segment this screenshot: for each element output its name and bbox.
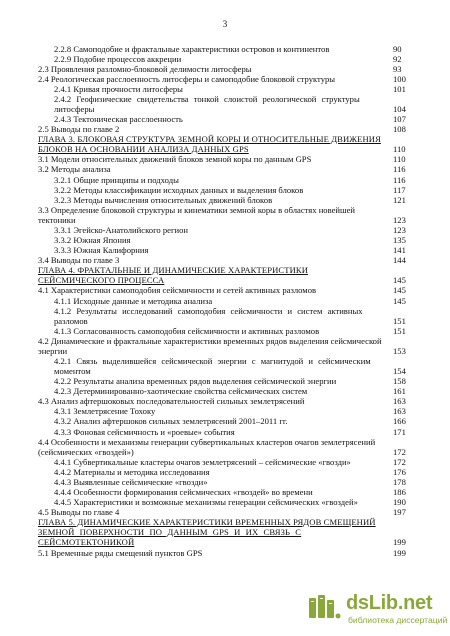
toc-entry (0, 467, 450, 477)
toc-entry (0, 477, 450, 487)
toc-entry-title: 4.4.5 Характеристики и возможные механизмы генерации сейсмических «гвоздей» (54, 497, 358, 508)
chapter-heading-line (0, 134, 450, 144)
toc-entry-title: 3.3.2 Южная Япония (54, 235, 131, 246)
toc-entry (0, 306, 450, 316)
toc-entry-title: 3.4 Выводы по главе 3 (38, 255, 120, 266)
toc-entry (0, 376, 450, 386)
toc-entry (0, 205, 450, 215)
toc-entry-title: 4.4.2 Материалы и методика исследования (54, 466, 210, 477)
chapter-heading-line (0, 537, 450, 547)
toc-entry (0, 336, 450, 346)
toc-entry-title: 2.2.9 Подобие процессов аккреции (54, 53, 182, 64)
toc-entry-title: 3.2.3 Методы вычисления относительных движений блоков (54, 194, 273, 205)
toc-entry-title: 2.2.8 Самоподобие и фрактальные характеристики островов и континентов (54, 43, 330, 54)
toc-entry-page: 144 (393, 255, 406, 266)
chapter-heading-line (0, 265, 450, 275)
toc-entry-title: 5.1 Временные ряды смещений пунктов GPS (38, 547, 203, 558)
toc-entry-page: 123 (393, 224, 406, 235)
toc-entry-page: 178 (393, 476, 406, 487)
toc-entry-title: 4.1.3 Согласованность самоподобия сейсмичности и активных разломов (54, 325, 320, 336)
toc-entry-title: 2.4.3 Тектоническая расслоенность (54, 114, 183, 125)
toc-entry-page: 171 (393, 426, 406, 437)
toc-entry-title: 4.3.3 Фоновая сейсмичность и «роевые» события (54, 426, 235, 437)
toc-entry-title: БЛОКОВ НА ОСНОВАНИИ АНАЛИЗА ДАННЫХ GPS (38, 144, 249, 155)
toc-entry (0, 175, 450, 185)
toc-entry-title: моментом (54, 366, 91, 377)
toc-entry-title: 3.3.1 Эгейско-Анатолийского регион (54, 224, 188, 235)
toc-entry-title: 2.5 Выводы по главе 2 (38, 124, 120, 135)
toc-entry-page: 154 (393, 366, 406, 377)
toc-entry (0, 74, 450, 84)
toc-entry (0, 447, 450, 457)
toc-entry-title: 3.2 Методы анализа (38, 164, 111, 175)
toc-entry-page: 163 (393, 396, 406, 407)
chapter-heading-line (0, 144, 450, 154)
toc-entry (0, 235, 450, 245)
toc-entry (0, 366, 450, 376)
toc-entry-page: 145 (393, 275, 406, 286)
toc-entry (0, 255, 450, 265)
dslib-logo-icon (306, 592, 344, 622)
toc-entry (0, 548, 450, 558)
toc-entry (0, 104, 450, 114)
toc-entry-page: 199 (393, 547, 406, 558)
toc-entry (0, 457, 450, 467)
toc-entry-title: 4.5 Выводы по главе 4 (38, 507, 120, 518)
toc-entry-title: ГЛАВА 4. ФРАКТАЛЬНЫЕ И ДИНАМИЧЕСКИЕ ХАРАКТЕРИСТИКИ (38, 265, 309, 276)
toc-entry (0, 54, 450, 64)
toc-entry (0, 346, 450, 356)
toc-entry-title: 4.1.2 Результаты исследований самоподобия сейсмичности и систем активных (54, 305, 363, 316)
toc-entry (0, 285, 450, 295)
toc-entry-page: 186 (393, 487, 406, 498)
toc-entry-page: 161 (393, 386, 406, 397)
toc-entry-title: 4.4 Особенности и механизмы генерации субвертикальных кластеров очагов землетрясений (38, 436, 376, 447)
chapter-heading-line (0, 517, 450, 527)
toc-entry-title: 4.3 Анализ афтершоковых последовательностей сильных землетрясений (38, 396, 305, 407)
toc-entry (0, 406, 450, 416)
toc-entry-page: 93 (393, 63, 402, 74)
toc-entry (0, 316, 450, 326)
toc-entry-page: 176 (393, 466, 406, 477)
toc-entry-title: 2.4.2 Геофизические свидетельства тонкой слоистой реологической структуры (54, 93, 360, 104)
page-number: 3 (222, 19, 228, 29)
toc-entry-page: 101 (393, 83, 406, 94)
toc-entry-page: 145 (393, 295, 406, 306)
toc-entry-page: 100 (393, 73, 406, 84)
toc-entry (0, 195, 450, 205)
toc-entry (0, 185, 450, 195)
toc-entry-title: 4.4.3 Выявленные сейсмические «гвозди» (54, 476, 208, 487)
toc-entry-page: 153 (393, 345, 406, 356)
toc-entry-title: 3.3.3 Южная Калифорния (54, 245, 149, 256)
toc-entry (0, 64, 450, 74)
toc-entry (0, 44, 450, 54)
toc-entry-title: 3.3 Определение блоковой структуры и кинематики земной коры в областях новейшей (38, 204, 356, 215)
toc-entry-page: 163 (393, 406, 406, 417)
watermark (306, 592, 448, 626)
toc-entry-page: 117 (393, 184, 406, 195)
toc-entry (0, 416, 450, 426)
chapter-heading-line (0, 527, 450, 537)
toc-entry-title: 4.2.3 Детерминированно-хаотические свойства сейсмических систем (54, 386, 308, 397)
toc-entry-title: СЕЙСМОТЕКТОНИКОЙ (38, 537, 135, 548)
watermark-title: dsLib.net (346, 592, 433, 614)
toc-entry (0, 296, 450, 306)
toc-entry (0, 164, 450, 174)
toc-entry-page: 199 (393, 537, 406, 548)
toc-entry-page: 172 (393, 456, 406, 467)
toc-entry-page: 116 (393, 174, 406, 185)
toc-entry-page: 121 (393, 194, 406, 205)
toc-entry (0, 114, 450, 124)
toc-entry-page: 166 (393, 416, 406, 427)
toc-entry-title: ГЛАВА 5. ДИНАМИЧЕСКИЕ ХАРАКТЕРИСТИКИ ВРЕМЕННЫХ РЯДОВ СМЕЩЕНИЙ (38, 517, 376, 528)
toc-entry-title: 4.4.4 Особенности формирования сейсмических «гвоздей» во времени (54, 487, 313, 498)
toc-entry (0, 497, 450, 507)
toc-entry-page: 104 (393, 103, 406, 114)
toc-entry-title: ГЛАВА 3. БЛОКОВАЯ СТРУКТУРА ЗЕМНОЙ КОРЫ И ОТНОСИТЕЛЬНЫЕ ДВИЖЕНИЯ (38, 134, 381, 145)
toc-entry-title: 4.2.2 Результаты анализа временных рядов выделения сейсмической энергии (54, 376, 337, 387)
toc-entry (0, 94, 450, 104)
toc-entry-page: 110 (393, 154, 406, 165)
toc-entry-title: 3.1 Модели относительных движений блоков земной коры по данным GPS (38, 154, 312, 165)
toc-entry-page: 141 (393, 245, 406, 256)
toc-entry-title: СЕЙСМИЧЕСКОГО ПРОЦЕССА (38, 275, 165, 286)
toc-entry-title: 3.2.1 Общие принципы и подходы (54, 174, 179, 185)
toc-entry-title: 4.3.1 Землетрясение Тохоку (54, 406, 156, 417)
toc-entry (0, 225, 450, 235)
toc-entry-title: разломов (54, 315, 88, 326)
toc-entry (0, 215, 450, 225)
toc-entry (0, 154, 450, 164)
watermark-subtitle: библиотека диссертаций (348, 615, 448, 625)
toc-entry (0, 84, 450, 94)
toc-entry (0, 245, 450, 255)
toc-entry-page: 145 (393, 285, 406, 296)
toc-entry-title: 2.3 Проявления разломно-блоковой делимости литосферы (38, 63, 252, 74)
toc-entry (0, 487, 450, 497)
toc-entry-title: 4.4.1 Субвертикальные кластеры очагов землетрясений – сейсмические «гвозди» (54, 456, 351, 467)
toc-entry (0, 427, 450, 437)
toc-entry-page: 123 (393, 214, 406, 225)
toc-entry-title: 4.3.2 Анализ афтершоков сильных землетрясений 2001–2011 гг. (54, 416, 288, 427)
toc-entry-title: энергии (38, 345, 68, 356)
toc-entry (0, 124, 450, 134)
toc-entry (0, 437, 450, 447)
toc-entry-title: 4.2 Динамические и фрактальные характеристики временных рядов выделения сейсмической (38, 335, 382, 346)
toc-entry-title: (сейсмических «гвоздей») (38, 446, 134, 457)
toc-entry (0, 386, 450, 396)
toc-entry-title: литосферы (54, 103, 95, 114)
toc-entry-page: 135 (393, 235, 406, 246)
toc-entry-page: 108 (393, 124, 406, 135)
toc-entry-page: 151 (393, 325, 406, 336)
toc-entry-title: тектоники (38, 214, 76, 225)
toc-entry (0, 326, 450, 336)
toc-entry (0, 396, 450, 406)
toc-entry-page: 90 (393, 43, 402, 54)
toc-entry-title: 2.4.1 Кривая прочности литосферы (54, 83, 183, 94)
toc-entry-page: 92 (393, 53, 402, 64)
toc-entry-title: 3.2.2 Методы классификации исходных данных и выделения блоков (54, 184, 304, 195)
toc-entry-title: 4.2.1 Связь выделившейся сейсмической энергии с магнитудой и сейсмическим (54, 355, 371, 366)
toc-entry-page: 107 (393, 114, 406, 125)
toc-entry (0, 507, 450, 517)
toc-entry-title: ЗЕМНОЙ ПОВЕРХНОСТИ ПО ДАННЫМ GPS И ИХ СВЯЗЬ С (38, 527, 302, 538)
chapter-heading-line (0, 275, 450, 285)
toc-entry-page: 110 (393, 144, 406, 155)
toc-entry-page: 197 (393, 507, 406, 518)
toc-entry-page: 151 (393, 315, 406, 326)
toc-entry (0, 356, 450, 366)
toc-entry-title: 2.4 Реологическая расслоенность литосферы и самоподобие блоковой структуры (38, 73, 336, 84)
toc-entry-title: 4.1 Характеристики самоподобия сейсмичности и сетей активных разломов (38, 285, 317, 296)
toc-entry-page: 116 (393, 164, 406, 175)
toc-entry-page: 158 (393, 376, 406, 387)
toc-entry-page: 172 (393, 446, 406, 457)
toc-entry-page: 190 (393, 497, 406, 508)
toc-entry-title: 4.1.1 Исходные данные и методика анализа (54, 295, 213, 306)
